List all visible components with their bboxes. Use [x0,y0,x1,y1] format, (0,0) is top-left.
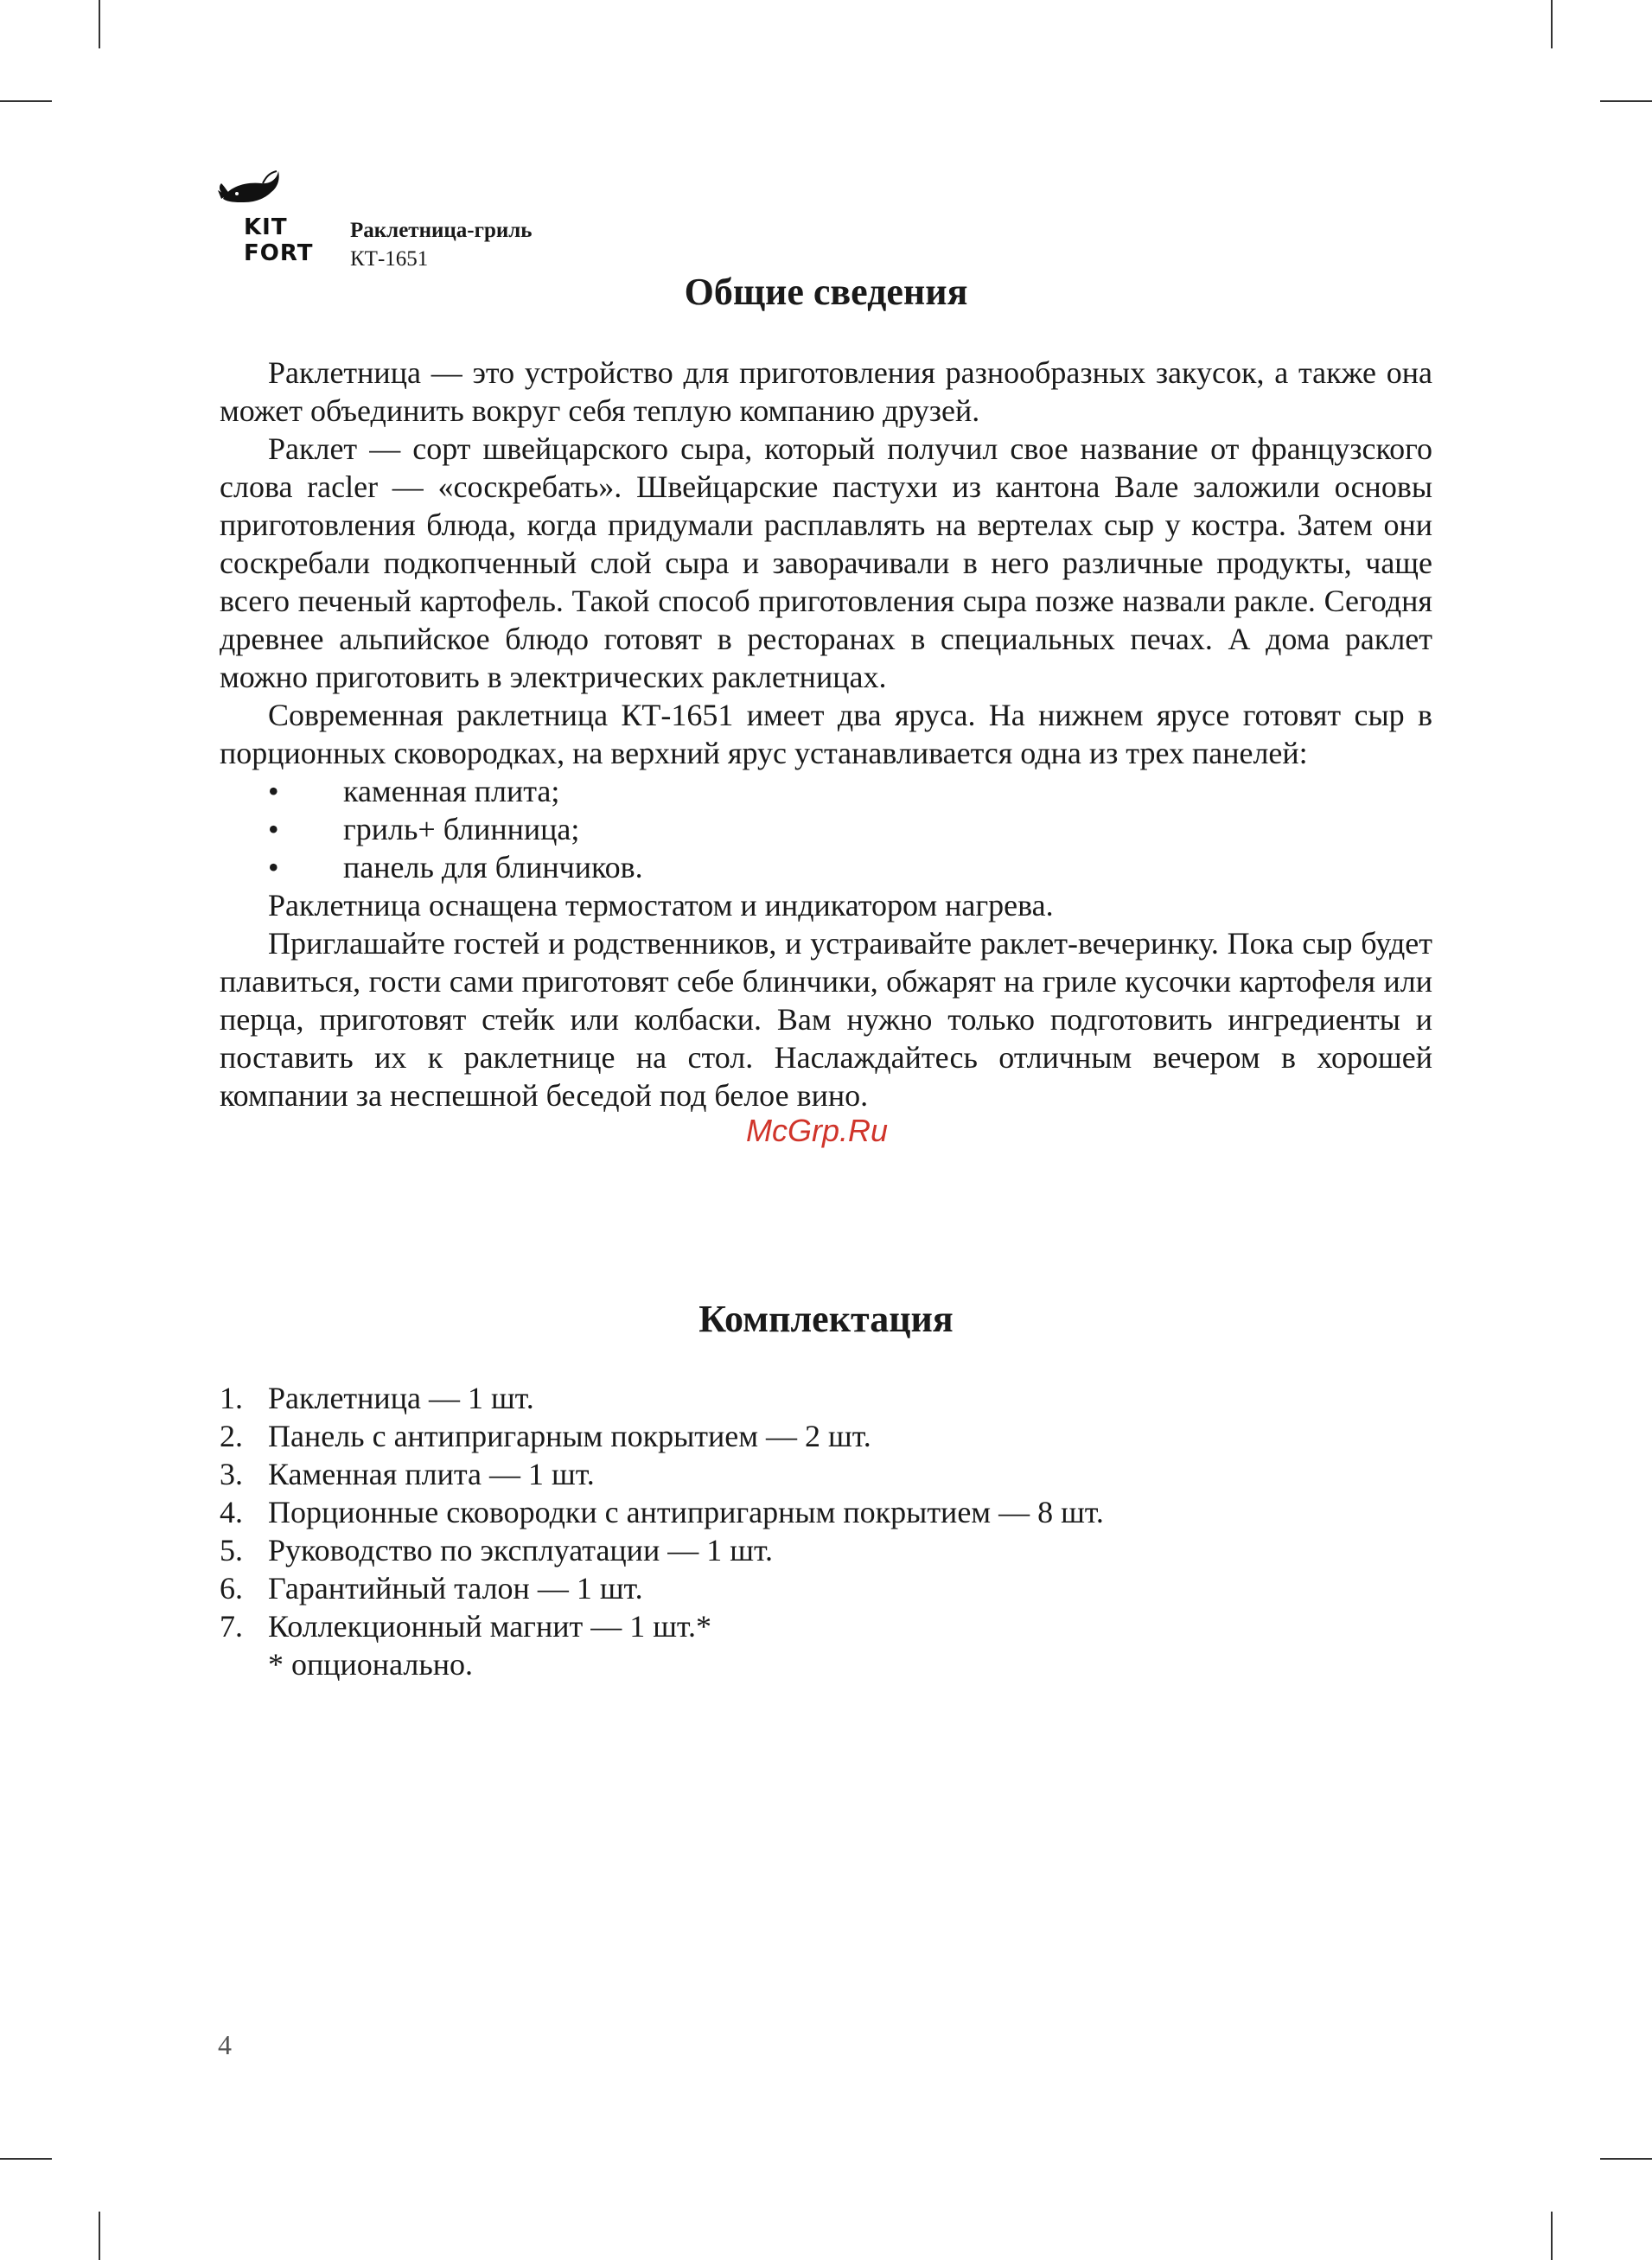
item-number: 5. [220,1533,243,1567]
item-text: Руководство по эксплуатации — 1 шт. [268,1533,773,1567]
package-list [220,1379,1432,1645]
crop-mark [99,2212,100,2260]
list-item-text: гриль+ блинница; [343,812,580,846]
page-number: 4 [218,2029,232,2060]
panel-list [220,772,1432,886]
list-item [220,1531,1432,1569]
list-item [220,848,1432,886]
crop-mark [1600,100,1652,102]
brand-line-2: FORT [244,240,314,266]
bullet: • [268,774,279,808]
list-item [220,1493,1432,1531]
item-number: 2. [220,1419,243,1453]
general-section-body [220,354,1432,1114]
crop-mark [1551,0,1553,48]
whale-icon [216,164,285,216]
item-text: Раклетница — 1 шт. [268,1381,534,1415]
kitfort-logo [216,164,324,272]
brand-line-1: KIT [244,214,288,240]
crop-mark [1551,2212,1553,2260]
product-title: Раклетница-гриль [350,219,533,242]
list-item [220,1379,1432,1417]
item-text: Каменная плита — 1 шт. [268,1457,595,1491]
list-item [220,1417,1432,1455]
item-text: Порционные сковородки с антипригарным покрытием — 8 шт. [268,1495,1104,1529]
item-text: Коллекционный магнит — 1 шт.* [268,1609,711,1644]
item-number: 4. [220,1495,243,1529]
crop-mark [99,0,100,48]
paragraph: Раклетница оснащена термостатом и индикатором нагрева. [268,888,1054,923]
item-number: 7. [220,1609,243,1644]
item-text: Панель с антипригарным покрытием — 2 шт. [268,1419,871,1453]
package-section-body [220,1379,1432,1683]
paragraph: Современная раклетница КТ-1651 имеет два яруса. На нижнем ярусе готовят сыр в порционных сковородках, на верхний ярус устанавливается одна из трех панелей: [220,698,1432,770]
document-header [350,216,533,273]
crop-mark [0,2158,52,2160]
crop-mark [1600,2158,1652,2160]
list-item [220,1607,1432,1645]
item-number: 3. [220,1457,243,1491]
paragraph: Раклетница — это устройство для приготовления разнообразных закусок, а также она может объединить вокруг себя теплую компанию друзей. [220,355,1432,428]
paragraph: Приглашайте гостей и родственников, и устраивайте раклет-вечеринку. Пока сыр будет плавиться, гости сами приготовят себе блинчики, обжарят на гриле кусочки картофеля или перца, приготовят стейк или колбаски. Вам нужно только подготовить ингредиенты и поставить их к раклетнице на стол. Наслаждайтесь отличным вечером в хорошей компании за неспешной беседой под белое вино. [220,926,1432,1113]
crop-mark [0,100,52,102]
bullet: • [268,850,279,884]
item-number: 6. [220,1571,243,1606]
list-item [220,772,1432,810]
item-text: Гарантийный талон — 1 шт. [268,1571,643,1606]
item-number: 1. [220,1381,243,1415]
list-item-text: каменная плита; [343,774,560,808]
footnote: * опционально. [268,1647,474,1682]
section-title-package: Комплектация [698,1298,954,1340]
list-item [220,1569,1432,1607]
list-item [220,1455,1432,1493]
paragraph: Раклет — сорт швейцарского сыра, который получил свое название от французского слова racler — «соскребать». Швейцарские пастухи из кантона Вале заложили основы приготовления блюда, когда придумали расплавлять на вертелах сыр у костра. Затем они соскребали подкопченный слой сыра и заворачивали в него различные продукты, чаще всего печеный картофель. Такой способ приготовления сыра позже назвали ракле. Сегодня древнее альпийское блюдо готовят в ресторанах в специальных печах. А дома раклет можно приготовить в электрических раклетницах. [220,431,1432,694]
list-item-text: панель для блинчиков. [343,850,643,884]
model-number: КТ-1651 [350,247,429,271]
list-item [220,810,1432,848]
watermark: McGrp.Ru [746,1113,889,1148]
section-title-general: Общие сведения [684,271,968,313]
bullet: • [268,812,279,846]
